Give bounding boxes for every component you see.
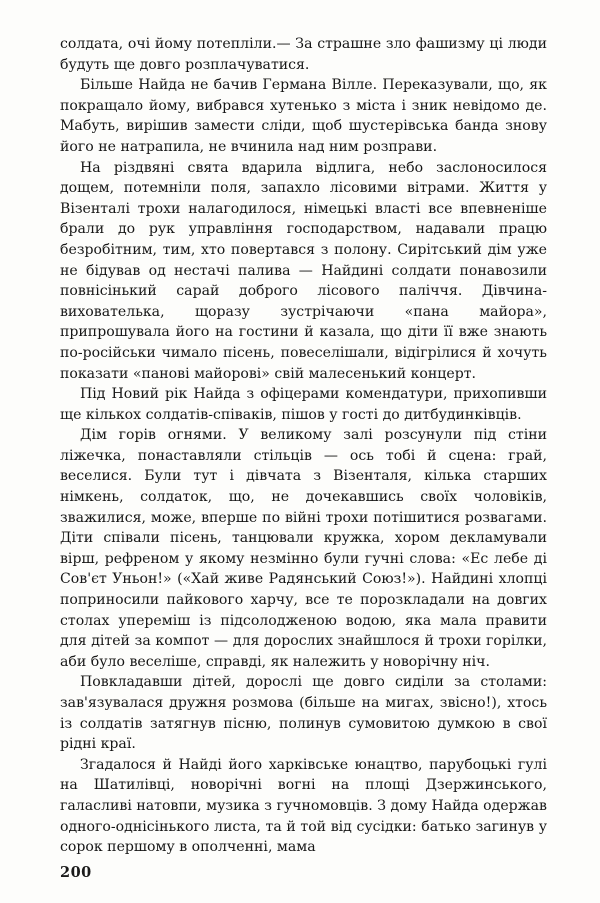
body-text — [60, 34, 547, 858]
paragraph-1: солдата, очі йому потепліли.— За страшне зло фашизму ці люди будуть ще довго розплачуватися. — [60, 36, 547, 73]
paragraph-5: Дім горів огнями. У великому залі розсунули під стіни ліжечка, понаставляли стільців — ось тобі й сцена: грай, веселися. Були тут і дівчата з Візенталя, кілька старших німкень, солдаток, що, не дочекавшись своїх чоловіків, зважилися, може, вперше по війні трохи потішитися розвагами. Діти співали пісень, танцювали кружка, хором декламували вірш, рефреном у якому незмінно були гучні слова: «Ес лебе ді Сов'єт Уньон!» («Хай живе Радянський Союз!»). Найдині хлопці поприносили пайкового харчу, все те порозкладали на довгих столах упереміш із підсолодженою водою, яка мала правити для дітей за компот — для дорослих знайшлося й трохи горілки, аби було веселіше, справді, як належить у новорічну ніч. — [60, 427, 547, 670]
paragraph-2: Більше Найда не бачив Германа Вілле. Переказували, що, як покращало йому, вибрався хутенько з міста і зник невідомо де. Мабуть, вирішив замести сліди, щоб шустерівська банда знову його не натрапила, не вчинила над ним розправи. — [60, 77, 547, 155]
paragraph-6: Повкладавши дітей, дорослі ще довго сиділи за столами: зав'язувалася дружня розмова (більше на мигах, звісно!), хтось із солдатів затягнув пісню, полинув сумовитою думкою в свої рідні краї. — [60, 674, 547, 753]
paragraph-7: Згадалося й Найді його харківське юнацтво, парубоцькі гулі на Шатилівці, новорічні вогні на площі Дзержинського, галасливі натовпи, музика з гучномовців. З дому Найда одержав одного-однісінького листа, та й той від сусідки: батько загинув у сорок першому в ополченні, мама — [60, 756, 547, 856]
paragraph-4: Під Новий рік Найда з офіцерами комендатури, прихопивши ще кількох солдатів-співаків, пішов у гості до дитбудинківців. — [60, 386, 547, 423]
page-number: 200 — [60, 864, 92, 881]
paragraph-3: На різдвяні свята вдарила відлига, небо заслоносилося дощем, потемніли поля, запахло лісовими вітрами. Життя у Візенталі трохи налагодилося, німецькі власті все впевненіше брали до рук управління господарством, надавали працю безробітним, тим, хто повертався з полону. Сирітський дім уже не бідував од нестачі палива — Найдині солдати понавозили повнісінький сарай доброго лісового паліччя. Дівчина-вихователька, щоразу зустрічаючи «пана майора», припрошувала його на гостини й казала, що діти її вже знають по-російськи чимало пісень, повеселішали, відігрілися й хочуть показати «панові майорові» свій малесенький концерт. — [60, 159, 547, 382]
